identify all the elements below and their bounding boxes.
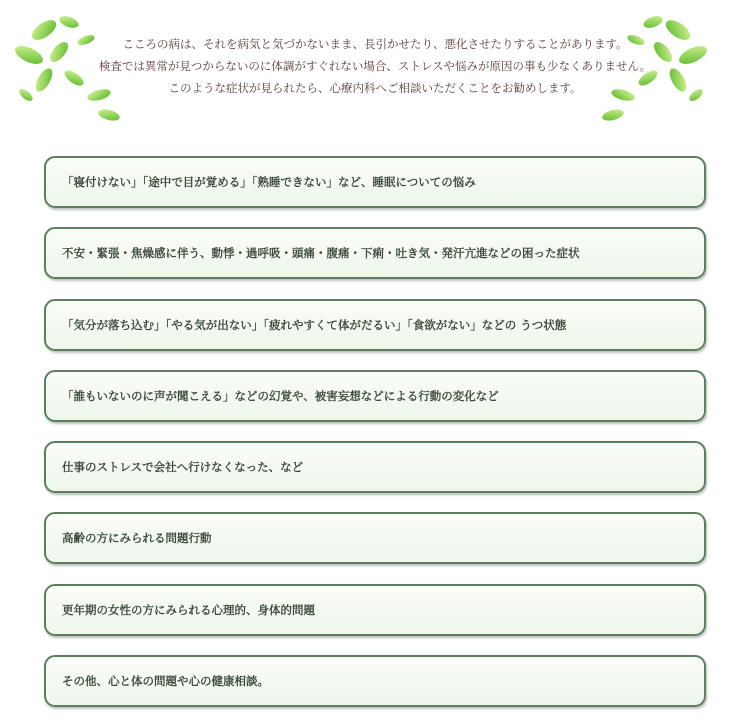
intro-line-2: 検査では異常が見つからないのに体調がすぐれない場合、ストレスや悩みが原因の事も少なくありません。 (98, 59, 652, 73)
symptom-card-anxiety (44, 227, 706, 279)
symptom-label: 「誰もいないのに声が聞こえる」などの幻覚や、被害妄想などによる行動の変化など (62, 388, 499, 403)
symptom-card-elderly (44, 512, 706, 564)
symptom-card-depression (44, 299, 706, 351)
intro-text (0, 33, 750, 99)
symptom-card-hallucination (44, 370, 706, 422)
symptom-label: その他、心と体の問題や心の健康相談。 (62, 674, 269, 689)
symptom-list (44, 156, 706, 726)
intro-line-1: こころの病は、それを病気と気づかないまま、長引かせたり、悪化させたりすることがあります。 (122, 37, 628, 51)
symptom-card-menopause (44, 584, 706, 636)
intro-line-3: このような症状が見られたら、心療内科へご相談いただくことをお勧めします。 (168, 81, 582, 95)
symptom-label: 不安・緊張・焦燥感に伴う、動悸・過呼吸・頭痛・腹痛・下痢・吐き気・発汗亢進などの困った症状 (62, 246, 580, 261)
symptom-label: 「気分が落ち込む」「やる気が出ない」「疲れやすくて体がだるい」「食欲がない」などの うつ状態 (62, 317, 567, 332)
symptom-label: 高齢の方にみられる問題行動 (62, 531, 212, 546)
symptom-label: 仕事のストレスで会社へ行けなくなった、など (62, 460, 304, 475)
symptom-label: 更年期の女性の方にみられる心理的、身体的問題 (62, 602, 315, 617)
symptom-card-sleep (44, 156, 706, 208)
symptom-card-other (44, 655, 706, 707)
symptom-card-work-stress (44, 441, 706, 493)
symptom-label: 「寝付けない」「途中で目が覚める」「熟睡できない」など、睡眠についての悩み (62, 175, 476, 189)
